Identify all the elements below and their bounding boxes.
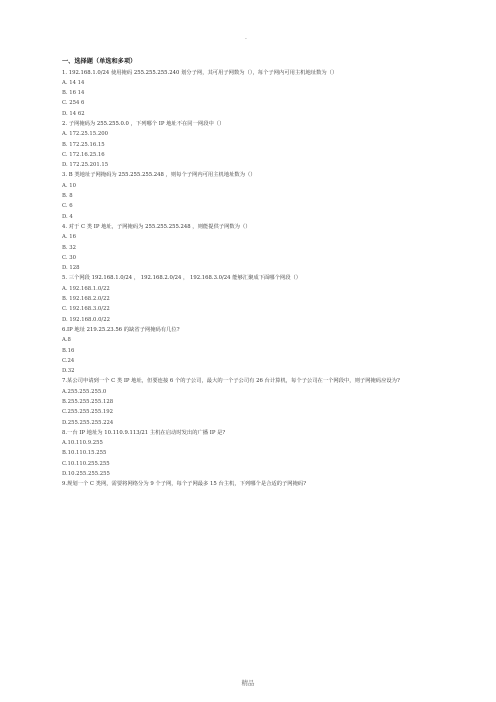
option-b: B.16 xyxy=(62,347,75,354)
question-text: 4. 对于 C 类 IP 地址，子网掩码为 255.255.255.248 ，则能提供子网数为（） xyxy=(62,223,251,230)
question-text: 9.规划一个 C 类网，需要将网络分为 9 个子网，每个子网最多 15 台主机，下列哪个是合适的子网掩码? xyxy=(62,481,307,488)
option-d: D. 4 xyxy=(62,213,73,220)
option-d: D.32 xyxy=(62,368,75,375)
option-b: B. 8 xyxy=(62,193,73,200)
option-c: C. 172.16.25.16 xyxy=(62,151,105,158)
option-d: D.255.255.255.224 xyxy=(62,419,114,426)
option-d: D.10.255.255.255 xyxy=(62,471,110,478)
option-c: C. 30 xyxy=(62,254,76,261)
question-9 xyxy=(62,479,432,489)
option-d: D. 172.25.201.15 xyxy=(62,162,109,169)
option-b: B. 32 xyxy=(62,244,77,251)
option-c: C.255.255.255.192 xyxy=(62,409,114,416)
option-c: C. 254 6 xyxy=(62,100,85,107)
question-text: 7.某公司申请到一个 C 类 IP 地址，但要连接 6 个的子公司，最大的一个子公司有 26 台计算机，每个子公司在一个网段中，则子网掩码应设为? xyxy=(62,378,400,385)
option-b: B. 192.168.2.0/22 xyxy=(62,296,110,303)
question-3 xyxy=(62,170,432,221)
option-a: A. 14 14 xyxy=(62,79,85,86)
question-1 xyxy=(62,68,432,119)
option-d: D. 128 xyxy=(62,265,80,272)
option-d: D. 192.168.0.0/22 xyxy=(62,316,110,323)
option-a: A.8 xyxy=(62,337,71,344)
option-d: D. 14 62 xyxy=(62,110,85,117)
footer-label: 精品 xyxy=(241,679,255,687)
question-text: 2. 子网掩码为 255.255.0.0 ，下列哪个 IP 地址不在同一网段中（） xyxy=(62,120,225,127)
option-a: A.10.110.9.255 xyxy=(62,440,103,447)
option-c: C. 6 xyxy=(62,203,73,210)
question-text: 8.一台 IP 地址为 10.110.9.113/21 主机在启动时发出的广播 IP 是? xyxy=(62,429,226,436)
question-5 xyxy=(62,273,432,324)
option-b: B.10.110.15.255 xyxy=(62,450,107,457)
option-c: C. 192.168.3.0/22 xyxy=(62,306,110,313)
question-8 xyxy=(62,428,432,479)
question-text: 3. B 类地址子网掩码为 255.255.255.248 ，则每个子网内可用主机地址数为（） xyxy=(62,172,256,179)
option-b: B.255.255.255.128 xyxy=(62,399,114,405)
question-text: 5. 三个网段 192.168.1.0/24 ， 192.168.2.0/24 ， 192.168.3.0/24 能够汇聚成下面哪个网段（） xyxy=(62,275,302,282)
question-7 xyxy=(62,376,432,427)
option-a: A. 192.168.1.0/22 xyxy=(62,285,110,292)
option-a: A.255.255.255.0 xyxy=(62,388,107,395)
question-text: 1. 192.168.1.0/24 使用掩码 255.255.255.240 划分子网，其可用子网数为（），每个子网内可用主机地址数为（） xyxy=(62,69,338,76)
option-a: A. 10 xyxy=(62,182,76,189)
option-b: B. 16 14 xyxy=(62,90,85,97)
question-2 xyxy=(62,119,432,170)
option-a: A. 172.25.15.200 xyxy=(62,131,108,138)
option-a: A. 16 xyxy=(62,234,76,241)
document-content xyxy=(62,58,432,490)
top-mark: . xyxy=(245,34,247,41)
question-6 xyxy=(62,325,432,376)
option-b: B. 172.25.16.15 xyxy=(62,141,105,148)
question-4 xyxy=(62,222,432,273)
section-title: 一、选择题（单选和多项） xyxy=(62,58,137,65)
option-c: C.10.110.255.255 xyxy=(62,460,110,467)
question-text: 6.IP 地址 219.25.23.56 的缺省子网掩码有几位? xyxy=(62,326,180,333)
option-c: C.24 xyxy=(62,357,75,364)
